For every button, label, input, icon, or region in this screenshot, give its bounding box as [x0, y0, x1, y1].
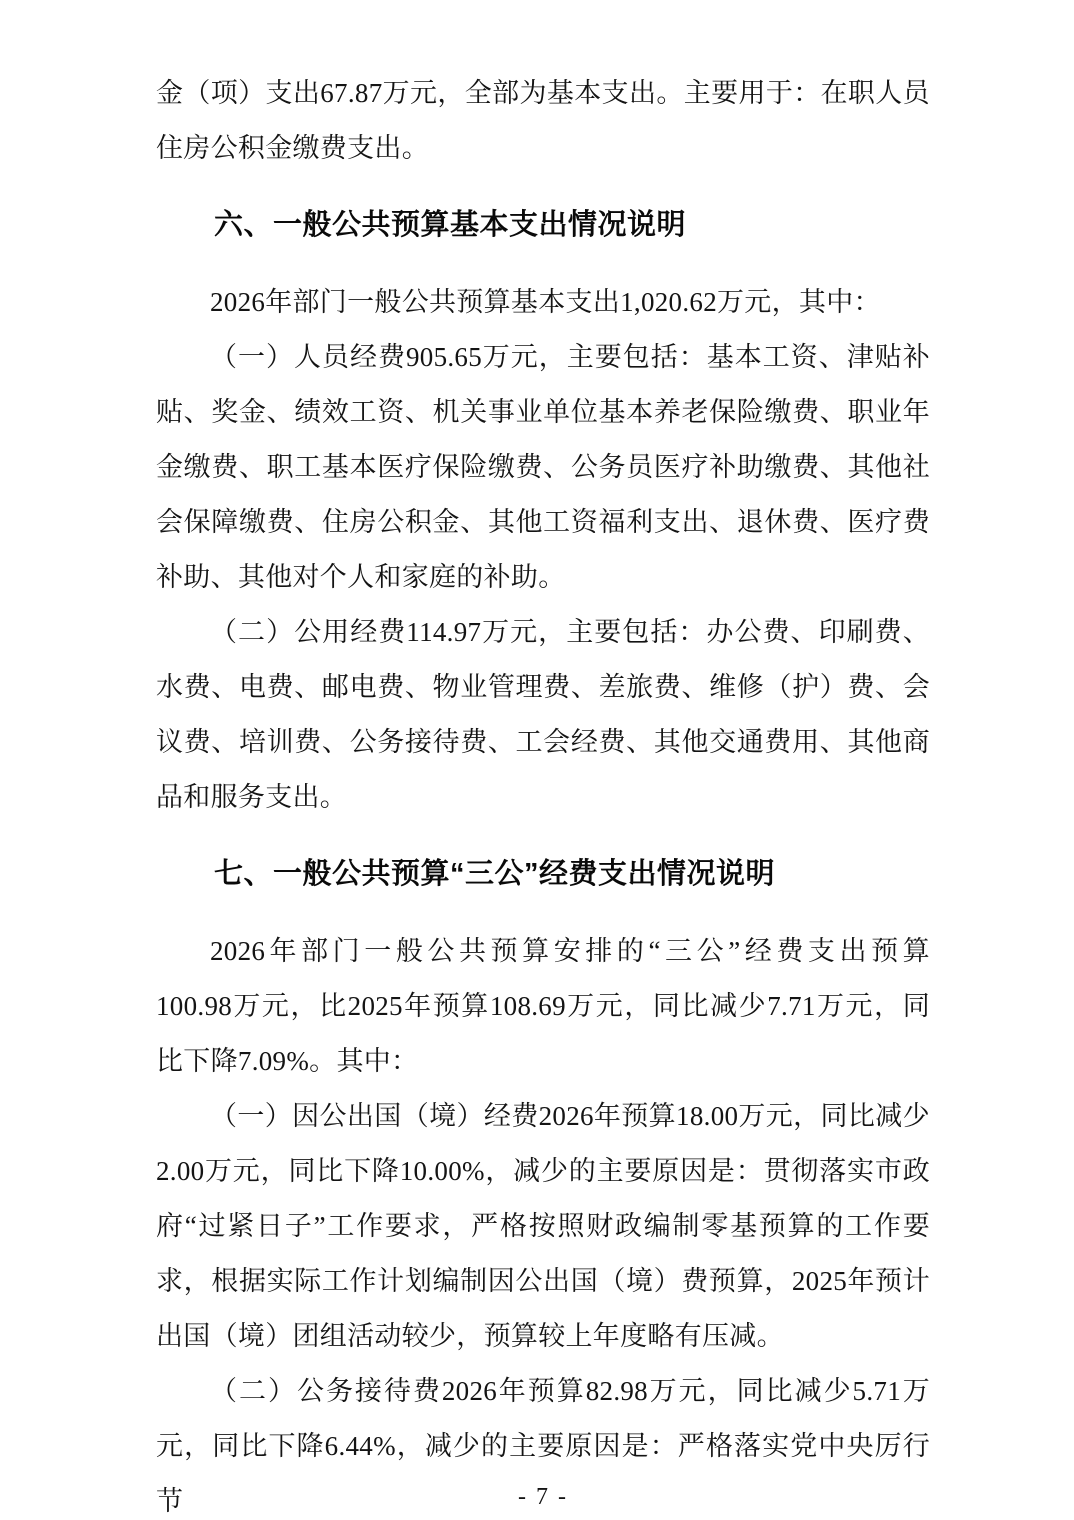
body-line: 元，同比下降6.44%，减少的主要原因是：严格落实党中央厉行节	[156, 1431, 930, 1516]
paragraph	[156, 605, 930, 825]
paragraph	[156, 275, 930, 330]
body-line: 2026年部门一般公共预算基本支出1,020.62万元，其中：	[210, 287, 881, 317]
section-seven-heading: 七、一般公共预算“三公”经费支出情况说明	[214, 858, 776, 890]
body-line: 府“过紧日子”工作要求，严格按照财政编制零基预算的工作要	[156, 1211, 930, 1241]
body-line: 金（项）支出67.87万元，全部为基本支出。主要用于：在职人员	[156, 78, 930, 108]
body-line: 品和服务支出。	[156, 782, 348, 812]
paragraph	[156, 330, 930, 605]
body-line: 2026年部门一般公共预算安排的“三公”经费支出预算	[210, 936, 930, 966]
body-line: （二）公用经费114.97万元，主要包括：办公费、印刷费、	[210, 617, 930, 647]
body-line: 比下降7.09%。其中：	[156, 1046, 419, 1076]
section-six	[156, 198, 930, 825]
paragraph	[156, 924, 930, 1089]
body-line: 会保障缴费、住房公积金、其他工资福利支出、退休费、医疗费	[156, 507, 930, 537]
section-seven	[156, 847, 930, 1516]
body-line: 议费、培训费、公务接待费、工会经费、其他交通费用、其他商	[156, 727, 930, 757]
body-line: 金缴费、职工基本医疗保险缴费、公务员医疗补助缴费、其他社	[156, 452, 930, 482]
paragraph	[156, 1364, 930, 1516]
body-line: 求，根据实际工作计划编制因公出国（境）费预算，2025年预计	[156, 1266, 930, 1296]
body-line: 2.00万元，同比下降10.00%，减少的主要原因是：贯彻落实市政	[156, 1156, 930, 1186]
page-number: - 7 -	[518, 1484, 568, 1510]
body-line: 贴、奖金、绩效工资、机关事业单位基本养老保险缴费、职业年	[156, 397, 930, 427]
body-line: （一）因公出国（境）经费2026年预算18.00万元，同比减少	[210, 1101, 930, 1131]
body-line: 补助、其他对个人和家庭的补助。	[156, 562, 566, 592]
body-line: 100.98万元，比2025年预算108.69万元，同比减少7.71万元，同	[156, 991, 930, 1021]
carryover-paragraph	[156, 66, 930, 176]
body-line: （二）公务接待费2026年预算82.98万元，同比减少5.71万	[210, 1376, 930, 1406]
body-line: 住房公积金缴费支出。	[156, 133, 429, 163]
section-six-heading: 六、一般公共预算基本支出情况说明	[214, 209, 687, 241]
paragraph	[156, 1089, 930, 1364]
body-line: （一）人员经费905.65万元，主要包括：基本工资、津贴补	[210, 342, 930, 372]
body-line: 出国（境）团组活动较少，预算较上年度略有压减。	[156, 1321, 784, 1351]
body-line: 水费、电费、邮电费、物业管理费、差旅费、维修（护）费、会	[156, 672, 930, 702]
